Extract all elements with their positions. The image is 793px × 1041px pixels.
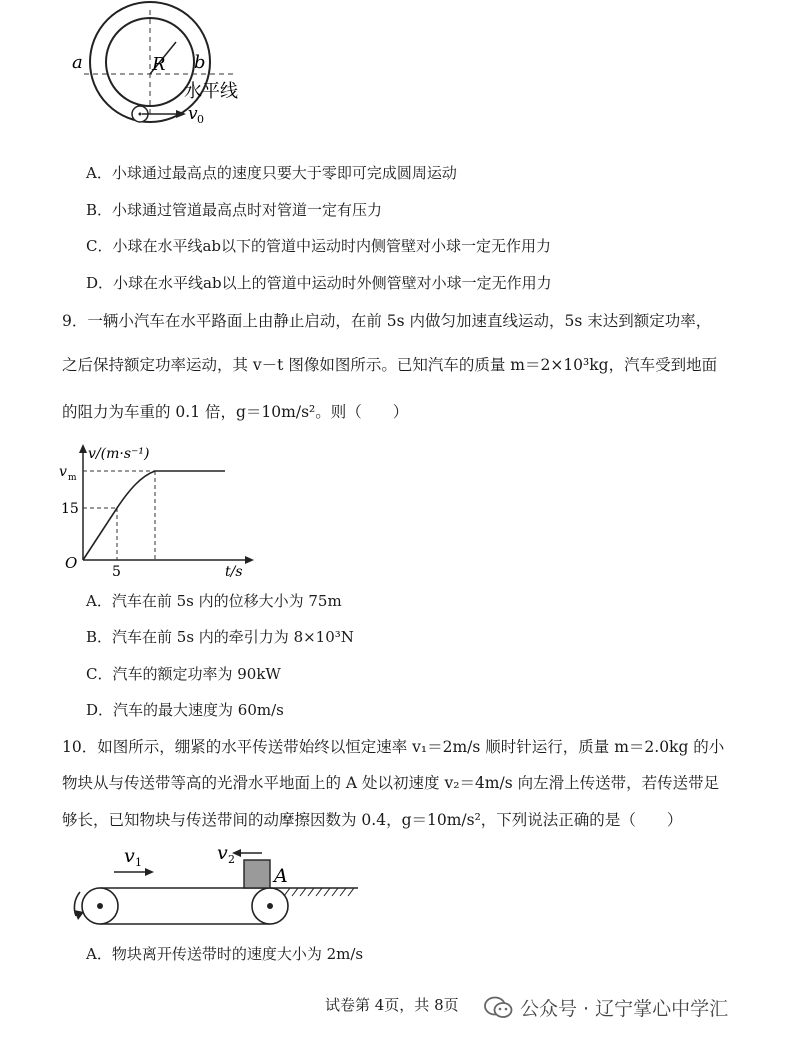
label-A: A [274, 865, 288, 887]
label-R: R [152, 54, 166, 75]
q8-option-c: C．小球在水平线ab以下的管道中运动时内侧管壁对小球一定无作用力 [86, 237, 552, 255]
page-footer: 试卷第 4页，共 8页 [325, 996, 459, 1014]
label-horizontal: 水平线 [184, 81, 238, 102]
q10-stem-line2: 物块从与传送带等高的光滑水平地面上的 A 处以初速度 v₂＝4m/s 向左滑上传送带，若传送带足 [62, 774, 720, 792]
q10-option-a: A．物块离开传送带时的速度大小为 2m/s [86, 945, 364, 963]
wechat-icon [484, 995, 514, 1021]
tick-15-label: 15 [61, 501, 79, 517]
origin-label: O [65, 554, 78, 572]
q9-option-a: A．汽车在前 5s 内的位移大小为 75m [86, 592, 342, 610]
q10-conveyor-figure [62, 840, 372, 935]
v2-label: v [217, 842, 228, 864]
q8-option-a: A．小球通过最高点的速度只要大于零即可完成圆周运动 [86, 164, 457, 182]
tick-5-label: 5 [112, 564, 121, 578]
q9-vt-chart [55, 438, 265, 578]
q9-stem-line3: 的阻力为车重的 0.1 倍，g＝10m/s²。则（ ） [62, 403, 409, 421]
x-axis-label: t/s [225, 564, 243, 578]
vt-curve [83, 471, 225, 560]
watermark [484, 994, 728, 1021]
q9-stem-line2: 之后保持额定功率运动，其 v－t 图像如图所示。已知汽车的质量 m＝2×10³kg，汽车受到地面 [62, 356, 718, 374]
q9-option-b: B．汽车在前 5s 内的牵引力为 8×10³N [86, 628, 354, 646]
watermark-text: 公众号 · 辽宁掌心中学汇 [520, 998, 729, 1020]
q8-option-b: B．小球通过管道最高点时对管道一定有压力 [86, 201, 383, 219]
y-axis-label: v/(m·s⁻¹) [88, 446, 150, 462]
v2-label-sub: 2 [228, 853, 235, 866]
label-b: b [194, 52, 206, 73]
q9-option-c: C．汽车的额定功率为 90kW [86, 665, 281, 683]
q10-stem-line3: 够长，已知物块与传送带间的动摩擦因数为 0.4，g＝10m/s²，下列说法正确的是（ ） [62, 811, 683, 829]
label-v0: v [188, 104, 198, 124]
vm-label: v [59, 464, 67, 480]
vm-label-sub: m [68, 473, 77, 483]
label-a: a [72, 52, 83, 73]
v1-label: v [124, 845, 135, 867]
q9-option-d: D．汽车的最大速度为 60m/s [86, 701, 284, 719]
block [244, 860, 270, 888]
v1-label-sub: 1 [135, 856, 142, 869]
ground-hatching [284, 888, 354, 896]
q9-stem-line1: 9．一辆小汽车在水平路面上由静止启动，在前 5s 内做匀加速直线运动，5s 末达到额定功率， [62, 312, 712, 330]
q10-stem-line1: 10．如图所示，绷紧的水平传送带始终以恒定速率 v₁＝2m/s 顺时针运行，质量 m＝2.0kg 的小 [62, 738, 725, 756]
q8-tube-figure [60, 0, 280, 135]
label-v0-sub: 0 [197, 113, 204, 126]
q8-option-d: D．小球在水平线ab以上的管道中运动时外侧管壁对小球一定无作用力 [86, 274, 552, 292]
